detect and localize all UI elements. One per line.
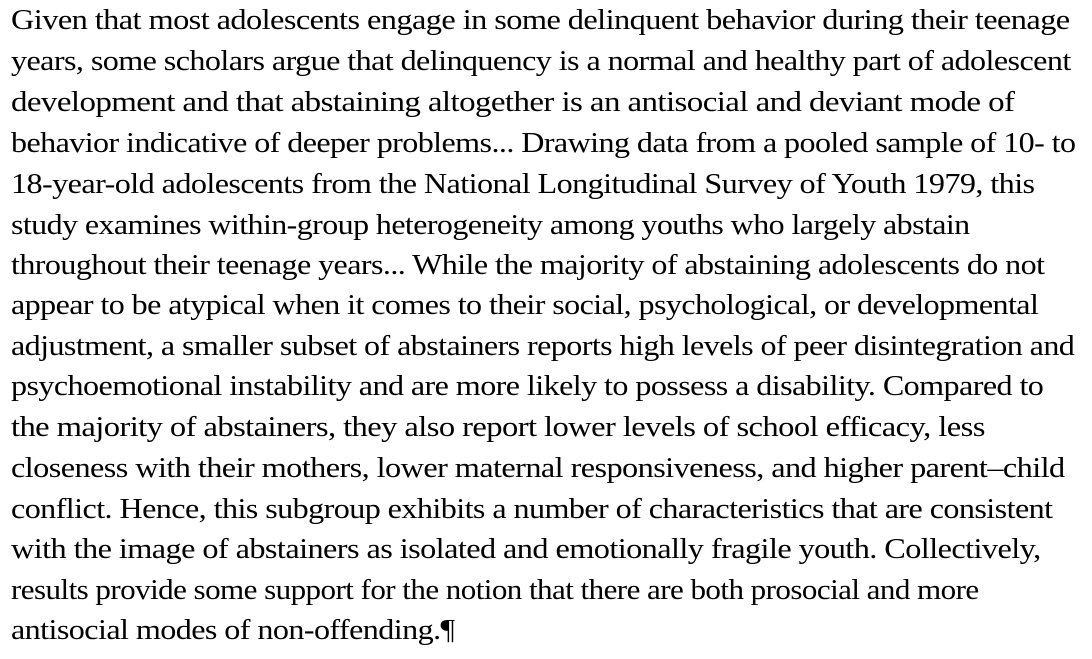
paragraph-line-8: appear to be atypical when it comes to their social, psychological, or developmental xyxy=(11,290,1039,321)
paragraph-line-16: antisocial modes of non-offending.¶ xyxy=(11,615,455,646)
paragraph-line-1: Given that most adolescents engage in some delinquent behavior during their teenage xyxy=(11,5,1070,36)
paragraph-line-12: closeness with their mothers, lower maternal responsiveness, and higher parent–child xyxy=(11,453,1065,484)
paragraph-line-5: 18-year-old adolescents from the National Longitudinal Survey of Youth 1979, this xyxy=(11,169,1035,200)
paragraph-line-6: study examines within-group heterogeneity among youths who largely abstain xyxy=(11,210,970,241)
paragraph-line-3: development and that abstaining altogether is an antisocial and deviant mode of xyxy=(11,87,1015,118)
paragraph-line-9: adjustment, a smaller subset of abstainers reports high levels of peer disintegration and xyxy=(11,331,1075,362)
paragraph-line-10: psychoemotional instability and are more likely to possess a disability. Compared to xyxy=(11,371,1044,402)
paragraph-line-15: results provide some support for the notion that there are both prosocial and more xyxy=(11,575,979,606)
paragraph-line-4: behavior indicative of deeper problems... Drawing data from a pooled sample of 10- to xyxy=(11,128,1076,159)
paragraph-line-7: throughout their teenage years... While the majority of abstaining adolescents do not xyxy=(11,250,1045,281)
paragraph-line-11: the majority of abstainers, they also report lower levels of school efficacy, less xyxy=(11,412,985,443)
paragraph-line-14: with the image of abstainers as isolated and emotionally fragile youth. Collectively, xyxy=(11,534,1041,565)
paragraph-line-2: years, some scholars argue that delinquency is a normal and healthy part of adolescent xyxy=(11,46,1071,77)
paragraph-line-13: conflict. Hence, this subgroup exhibits a number of characteristics that are consistent xyxy=(11,494,1053,525)
